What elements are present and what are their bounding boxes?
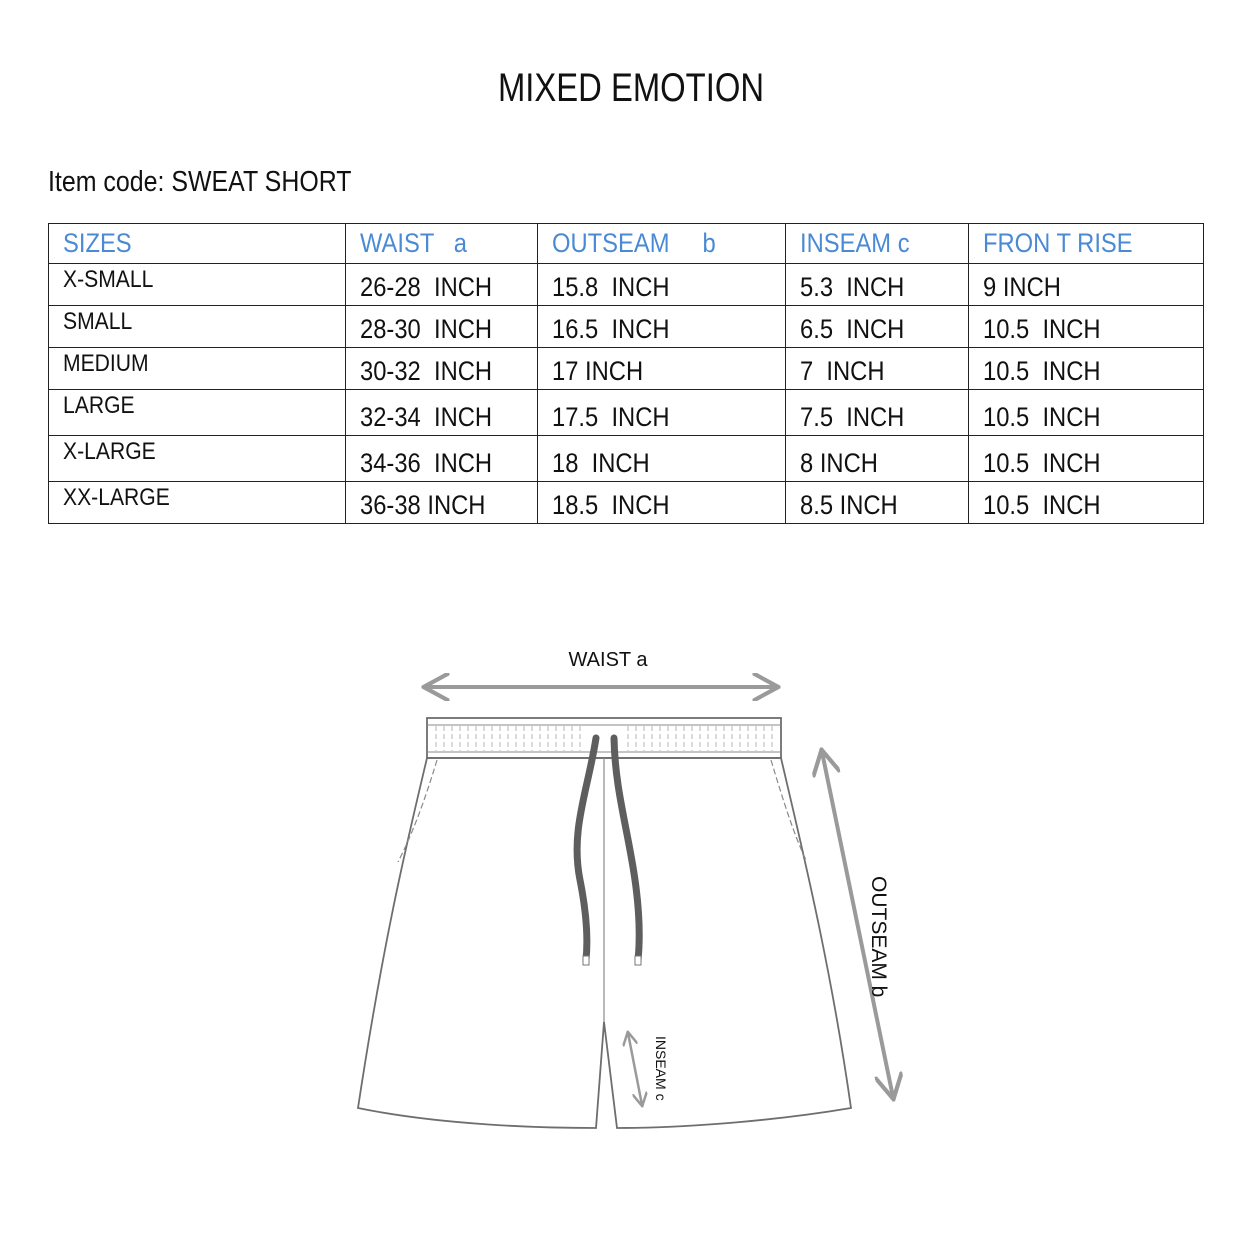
outseam-cell: 17.5 INCH — [538, 390, 786, 436]
waist-cell: 28-30 INCH — [346, 306, 538, 348]
size-cell: LARGE — [49, 390, 346, 436]
header-sizes: SIZES — [49, 224, 346, 264]
header-waist: WAIST a — [346, 224, 538, 264]
outseam-cell: 18.5 INCH — [538, 482, 786, 524]
waist-label: WAIST a — [568, 649, 648, 671]
inseam-cell: 5.3 INCH — [786, 264, 969, 306]
header-front-rise: FRON T RISE — [969, 224, 1204, 264]
size-cell: SMALL — [49, 306, 346, 348]
inseam-arrow — [628, 1033, 642, 1105]
header-inseam: INSEAM c — [786, 224, 969, 264]
outseam-cell: 17 INCH — [538, 348, 786, 390]
brand-title: MIXED EMOTION — [497, 66, 765, 110]
outseam-cell: 18 INCH — [538, 436, 786, 482]
outseam-label: OUTSEAM b — [867, 876, 890, 998]
size-cell: XX-LARGE — [49, 482, 346, 524]
inseam-label: INSEAM c — [653, 1036, 669, 1101]
outseam-cell: 15.8 INCH — [538, 264, 786, 306]
inseam-cell: 6.5 INCH — [786, 306, 969, 348]
waist-cell: 26-28 INCH — [346, 264, 538, 306]
right-aglet — [635, 956, 641, 965]
waist-cell: 34-36 INCH — [346, 436, 538, 482]
left-drawstring — [577, 738, 596, 960]
front-rise-cell: 10.5 INCH — [969, 306, 1204, 348]
item-code: Item code: SWEAT SHORT — [48, 166, 352, 198]
waist-cell: 36-38 INCH — [346, 482, 538, 524]
inseam-cell: 7 INCH — [786, 348, 969, 390]
front-rise-cell: 9 INCH — [969, 264, 1204, 306]
left-pocket — [398, 760, 437, 862]
size-cell: X-LARGE — [49, 436, 346, 482]
waistband — [427, 718, 781, 758]
waist-cell: 30-32 INCH — [346, 348, 538, 390]
front-rise-cell: 10.5 INCH — [969, 390, 1204, 436]
front-rise-cell: 10.5 INCH — [969, 348, 1204, 390]
front-rise-cell: 10.5 INCH — [969, 482, 1204, 524]
inseam-cell: 7.5 INCH — [786, 390, 969, 436]
left-aglet — [583, 956, 589, 965]
right-drawstring — [614, 738, 639, 960]
size-cell: MEDIUM — [49, 348, 346, 390]
inseam-cell: 8 INCH — [786, 436, 969, 482]
size-cell: X-SMALL — [49, 264, 346, 306]
front-rise-cell: 10.5 INCH — [969, 436, 1204, 482]
inseam-cell: 8.5 INCH — [786, 482, 969, 524]
waist-cell: 32-34 INCH — [346, 390, 538, 436]
header-outseam: OUTSEAM b — [538, 224, 786, 264]
outseam-cell: 16.5 INCH — [538, 306, 786, 348]
